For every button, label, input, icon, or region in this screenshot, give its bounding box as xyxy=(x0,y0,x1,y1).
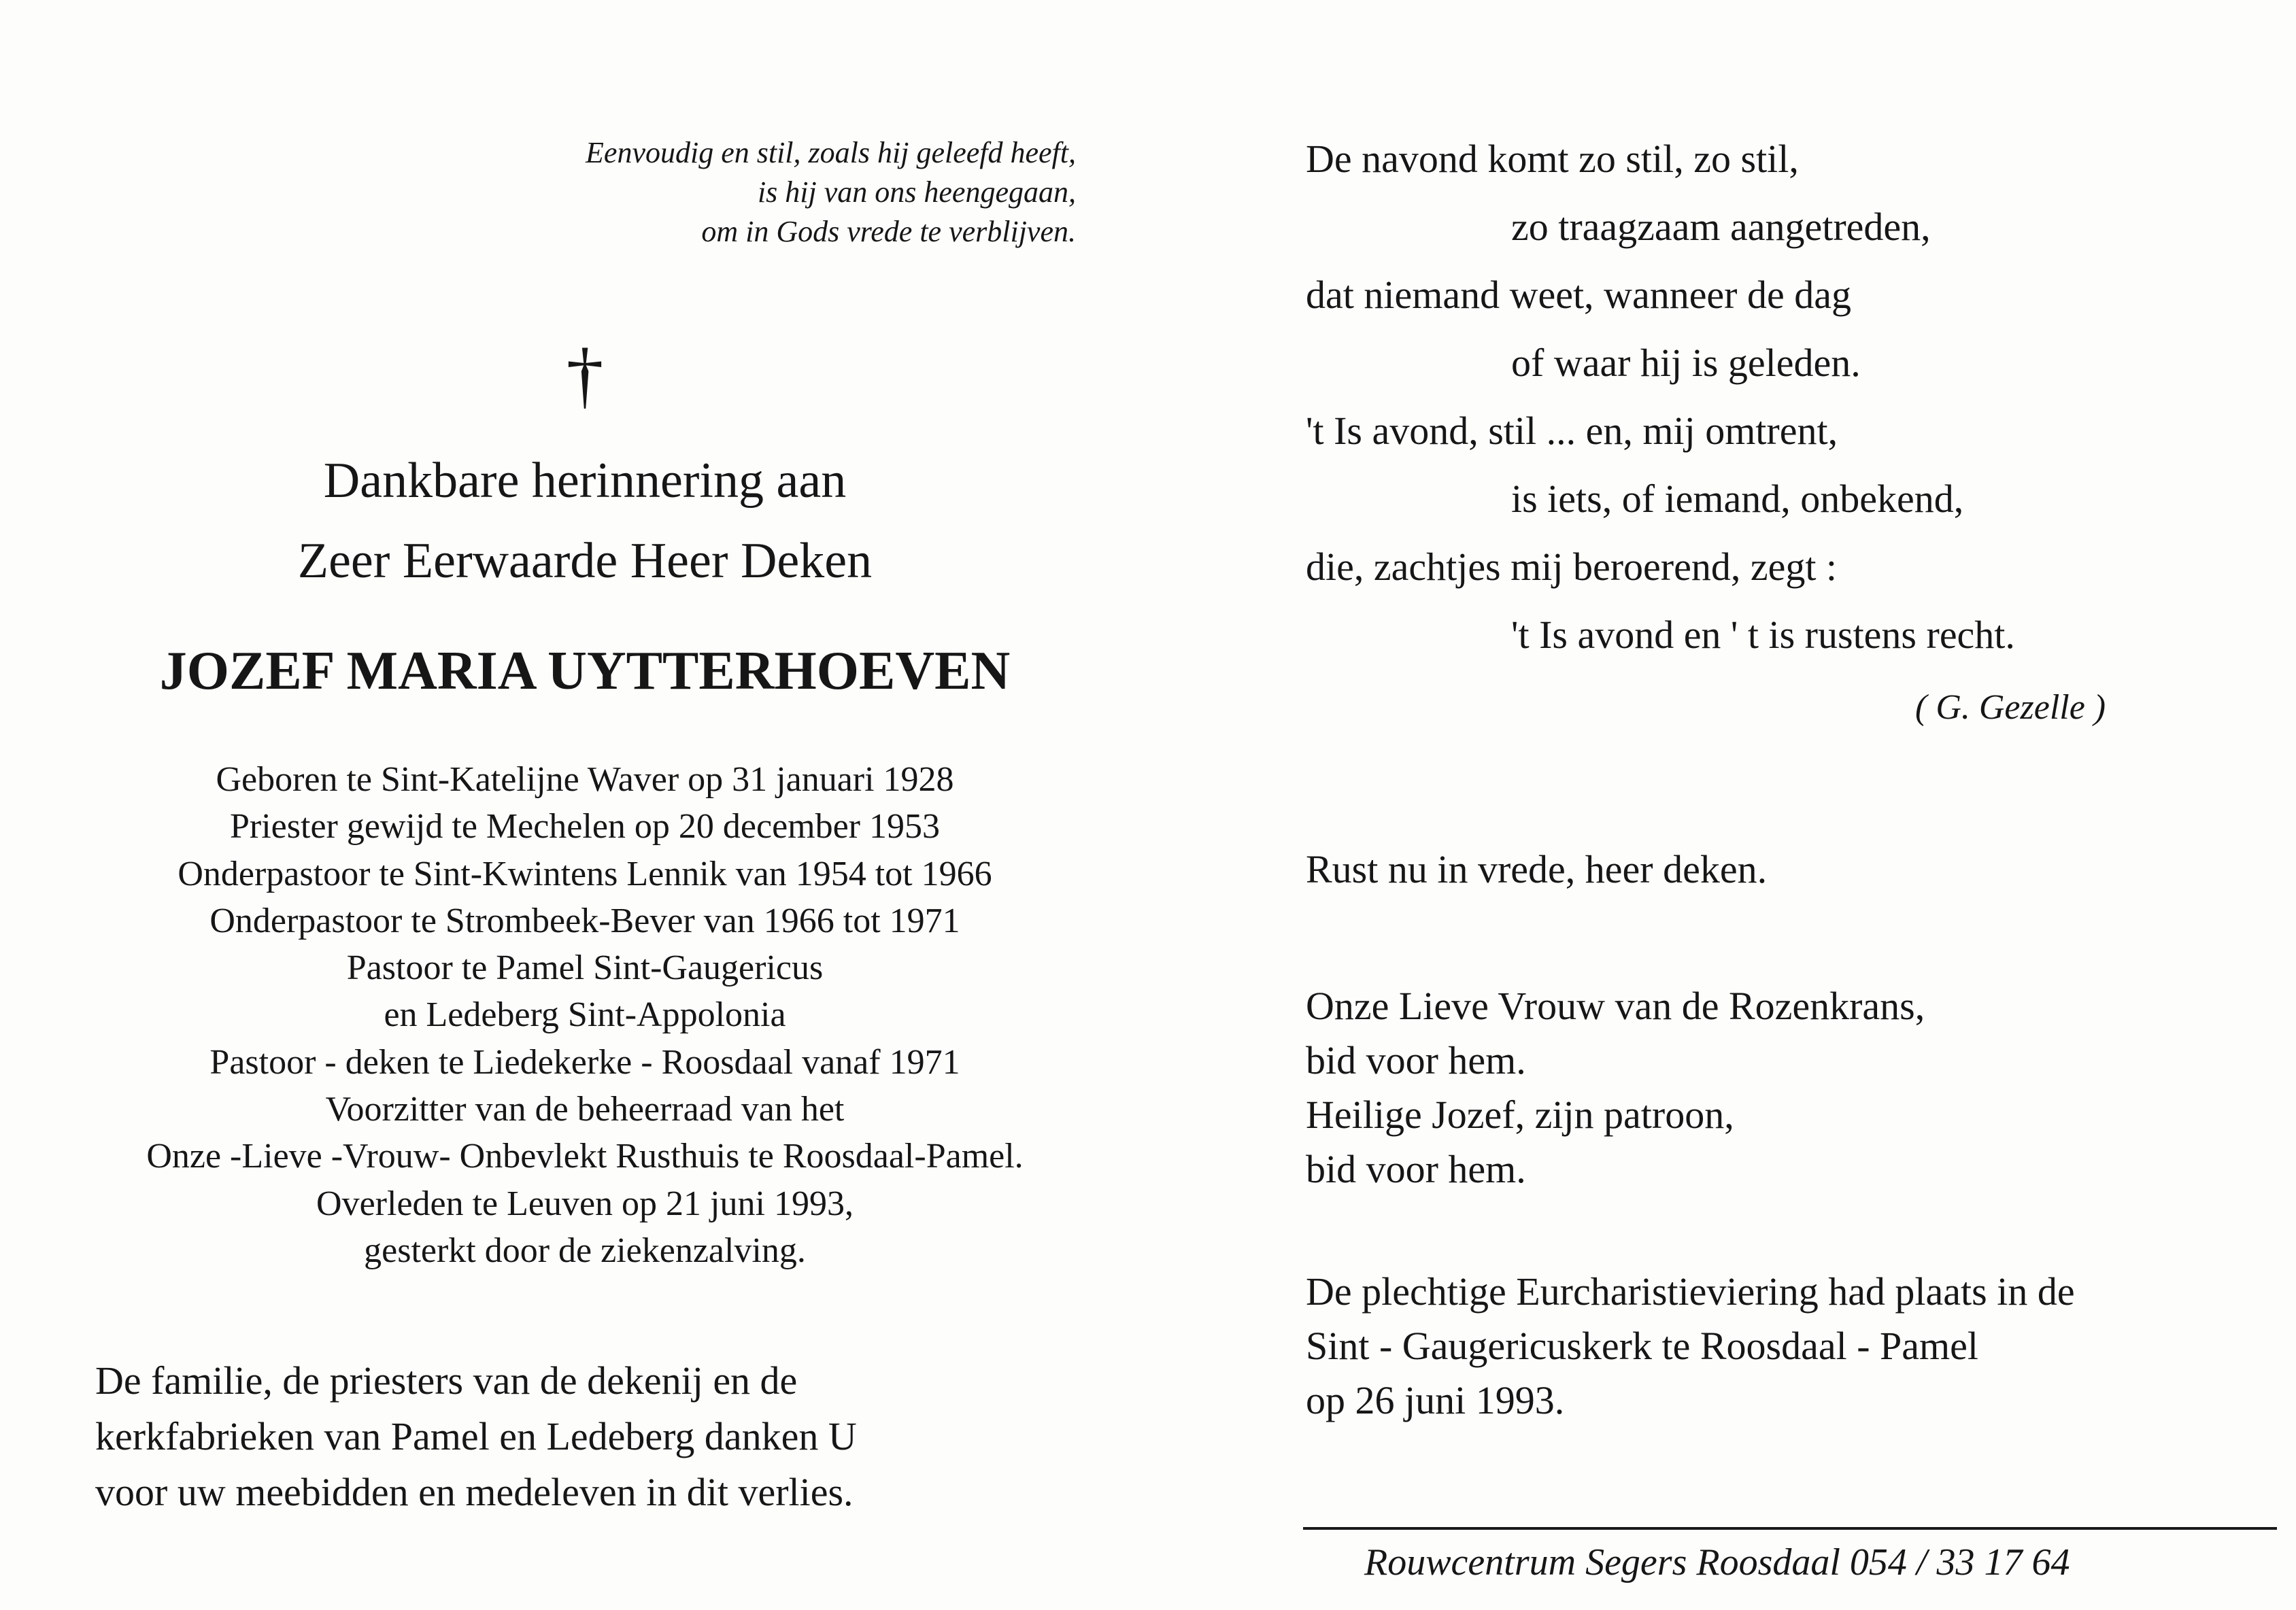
funeral-line: Sint - Gaugericuskerk te Roosdaal - Pamel xyxy=(1306,1324,1978,1368)
motto xyxy=(586,133,1076,252)
poem-line: of waar hij is geleden. xyxy=(1511,341,1861,385)
funeral-line: op 26 juni 1993. xyxy=(1306,1378,1565,1422)
motto-line: om in Gods vrede te verblijven. xyxy=(701,215,1076,248)
intro xyxy=(0,441,1170,601)
poem-line: 't Is avond en ' t is rustens recht. xyxy=(1511,613,2015,657)
biography-line: Priester gewijd te Mechelen op 20 december 1953 xyxy=(230,807,940,846)
prayer-line: bid voor hem. xyxy=(1306,1038,1526,1082)
poem-line: is iets, of iemand, onbekend, xyxy=(1511,477,1964,521)
biography-line: Onze -Lieve -Vrouw- Onbevlekt Rusthuis te Roosdaal-Pamel. xyxy=(146,1137,1024,1176)
footer-divider xyxy=(1303,1527,2277,1530)
intro-line: Dankbare herinnering aan xyxy=(323,453,847,509)
biography-line: Geboren te Sint-Katelijne Waver op 31 januari 1928 xyxy=(216,760,954,799)
biography-line: Voorzitter van de beheerraad van het xyxy=(325,1090,845,1129)
prayer-line: bid voor hem. xyxy=(1306,1147,1526,1191)
motto-line: is hij van ons heengegaan, xyxy=(757,175,1076,209)
funeral-notice xyxy=(1306,1265,2075,1428)
prayer-line: Onze Lieve Vrouw van de Rozenkrans, xyxy=(1306,984,1925,1028)
rest-line: Rust nu in vrede, heer deken. xyxy=(1306,847,1768,891)
thanks-paragraph xyxy=(95,1353,857,1520)
prayer xyxy=(1306,979,1925,1197)
biography-line: Onderpastoor te Sint-Kwintens Lennik van 1954 tot 1966 xyxy=(178,854,992,893)
biography-line: Pastoor te Pamel Sint-Gaugericus xyxy=(346,948,824,988)
poem-line: die, zachtjes mij beroerend, zegt : xyxy=(1306,545,1838,589)
intro-title: Zeer Eerwaarde Heer Deken xyxy=(297,533,873,589)
cross-icon: † xyxy=(566,333,604,416)
thanks-line: De familie, de priesters van de dekenij en de xyxy=(95,1358,798,1403)
prayer-line: Heilige Jozef, zijn patroon, xyxy=(1306,1093,1734,1137)
undertaker-credit: Rouwcentrum Segers Roosdaal 054 / 33 17 64 xyxy=(1364,1541,2070,1583)
deceased-name: JOZEF MARIA UYTTERHOEVEN xyxy=(159,641,1011,701)
funeral-line: De plechtige Eurcharistieviering had plaats in de xyxy=(1306,1269,2075,1314)
thanks-line: kerkfabrieken van Pamel en Ledeberg danken U xyxy=(95,1414,857,1458)
poem-line: dat niemand weet, wanneer de dag xyxy=(1306,273,1851,317)
biography-line: gesterkt door de ziekenzalving. xyxy=(364,1231,806,1270)
biography-line: Pastoor - deken te Liedekerke - Roosdaal vanaf 1971 xyxy=(209,1042,960,1082)
thanks-line: voor uw meebidden en medeleven in dit verlies. xyxy=(95,1470,854,1514)
biography-line: en Ledeberg Sint-Appolonia xyxy=(384,995,786,1035)
biography-line: Overleden te Leuven op 21 juni 1993, xyxy=(316,1184,854,1223)
poem-author: ( G. Gezelle ) xyxy=(1915,688,2106,727)
poem-line: zo traagzaam aangetreden, xyxy=(1511,205,1931,249)
poem-line: 't Is avond, stil ... en, mij omtrent, xyxy=(1306,409,1838,453)
biography-line: Onderpastoor te Strombeek-Bever van 1966 tot 1971 xyxy=(209,901,960,940)
biography xyxy=(0,756,1170,1274)
poem xyxy=(1306,125,2015,669)
poem-line: De navond komt zo stil, zo stil, xyxy=(1306,137,1799,181)
motto-line: Eenvoudig en stil, zoals hij geleefd heeft, xyxy=(586,136,1076,169)
